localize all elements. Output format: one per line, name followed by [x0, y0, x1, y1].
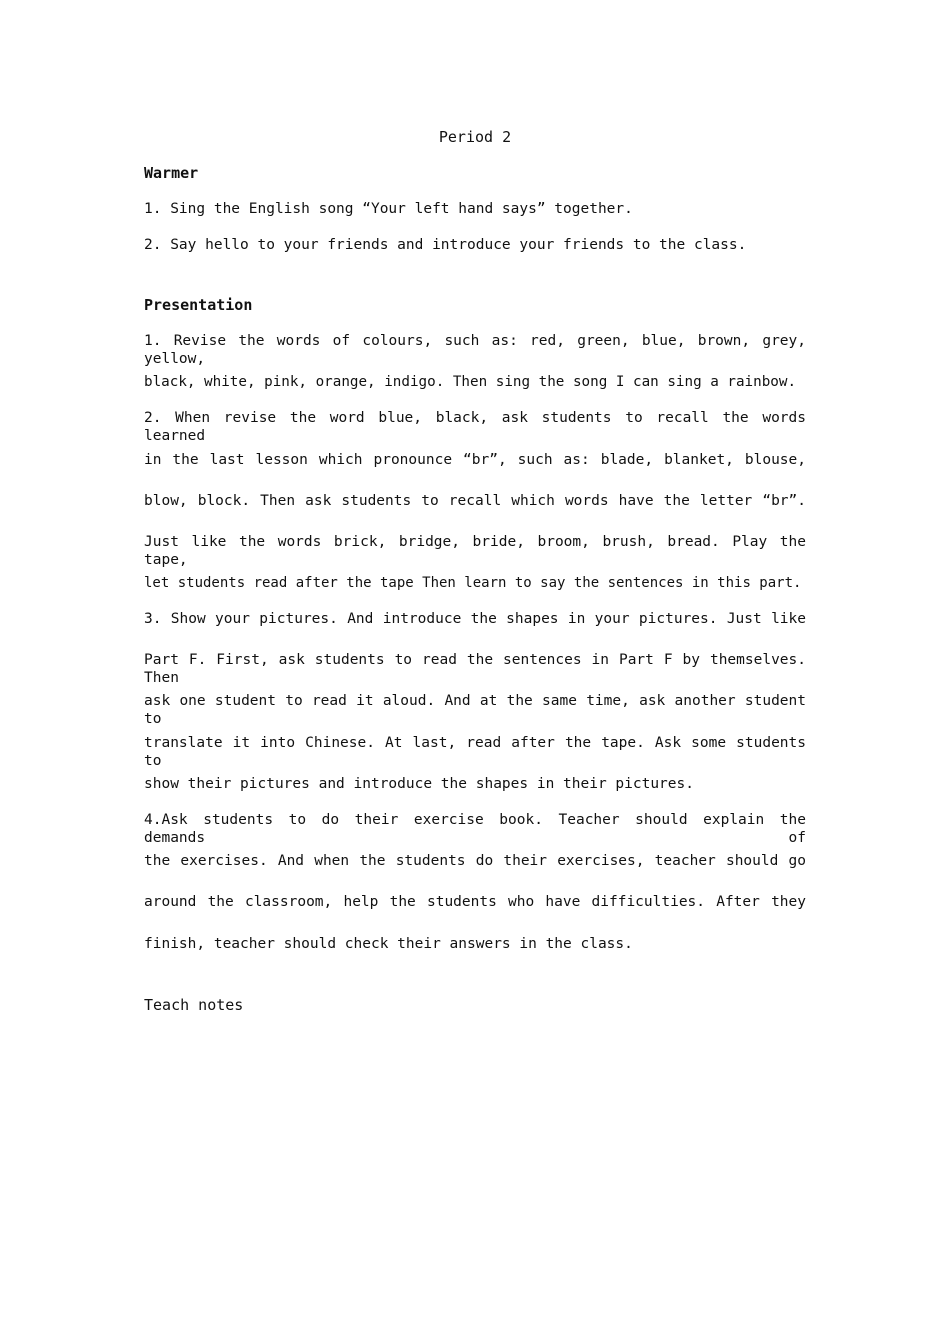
presentation-line: 2. When revise the word blue, black, ask students to recall the words learned [144, 410, 806, 444]
presentation-line: Just like the words brick, bridge, bride, broom, brush, bread. Play the tape, [144, 534, 806, 568]
presentation-line: let students read after the tape Then learn to say the sentences in this part. [144, 575, 802, 591]
presentation-line: finish, teacher should check their answers in the class. [144, 936, 633, 952]
warmer-line: 2. Say hello to your friends and introduce your friends to the class. [144, 237, 747, 253]
presentation-line: ask one student to read it aloud. And at the same time, ask another student to [144, 693, 806, 727]
presentation-heading: Presentation [144, 296, 253, 314]
warmer-line: 1. Sing the English song “Your left hand says” together. [144, 201, 633, 217]
presentation-line: 4.Ask students to do their exercise book. Teacher should explain the demands of [144, 812, 806, 846]
presentation-line: translate it into Chinese. At last, read after the tape. Ask some students to [144, 735, 806, 769]
presentation-line: in the last lesson which pronounce “br”, such as: blade, blanket, blouse, [144, 452, 806, 468]
presentation-line: black, white, pink, orange, indigo. Then sing the song I can sing a rainbow. [144, 374, 797, 390]
presentation-line: blow, block. Then ask students to recall which words have the letter “br”. [144, 493, 806, 509]
presentation-line: 1. Revise the words of colours, such as: red, green, blue, brown, grey, yellow, [144, 333, 806, 367]
presentation-line: around the classroom, help the students who have difficulties. After they [144, 894, 806, 910]
presentation-line: Part F. First, ask students to read the sentences in Part F by themselves. Then [144, 652, 806, 686]
teach-notes-label: Teach notes [144, 996, 244, 1014]
presentation-line: show their pictures and introduce the shapes in their pictures. [144, 776, 694, 792]
presentation-line: the exercises. And when the students do their exercises, teacher should go [144, 853, 806, 869]
warmer-heading: Warmer [144, 164, 199, 182]
presentation-line: 3. Show your pictures. And introduce the shapes in your pictures. Just like [144, 611, 806, 627]
page-title: Period 2 [438, 128, 512, 146]
